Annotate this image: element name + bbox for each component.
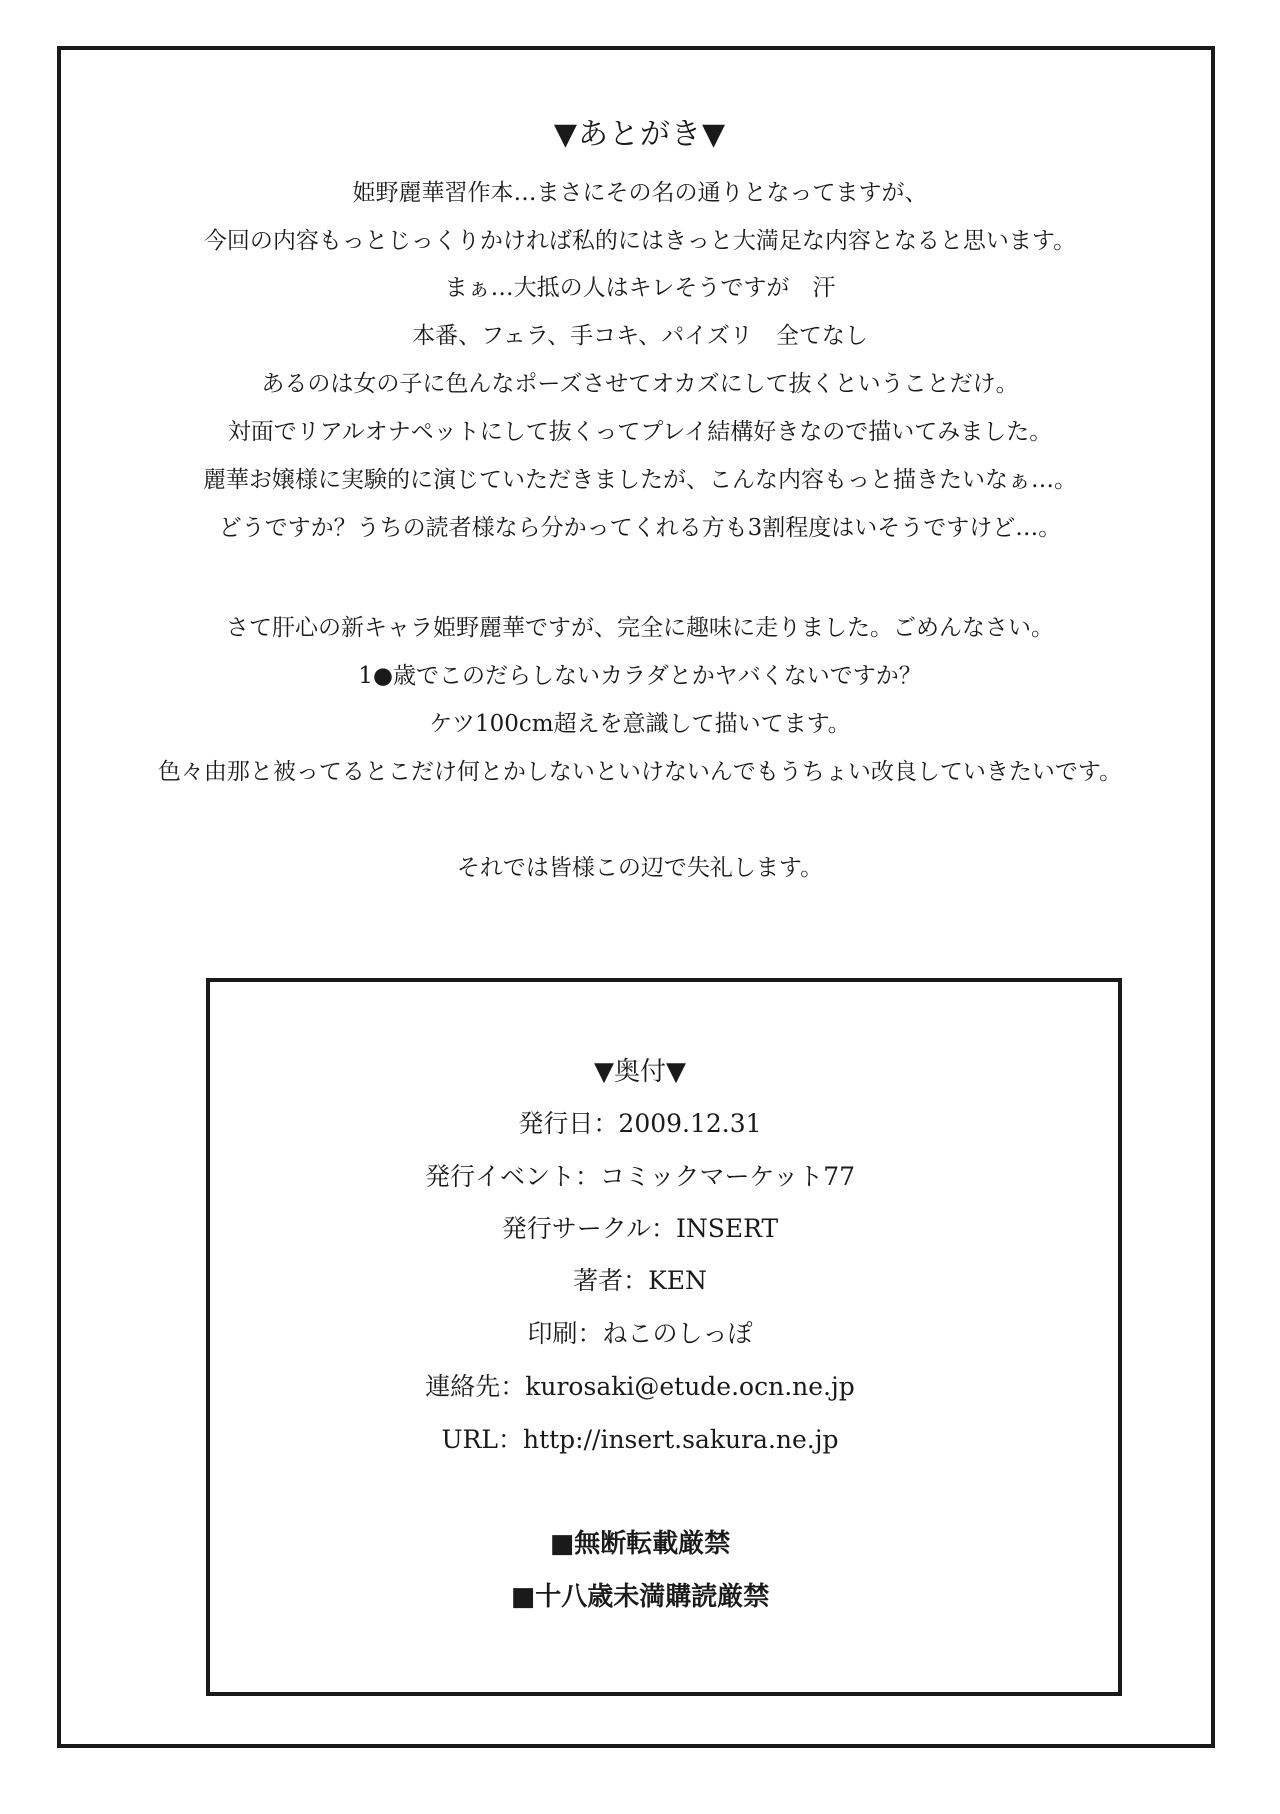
notice-no-reprint: ■無断転載厳禁 [549, 1529, 731, 1559]
afterword-line: 姫野麗華習作本…まさにその名の通りとなってますが、 [352, 180, 928, 206]
afterword-line: ケツ100cm超えを意識して描いてます。 [429, 711, 851, 737]
colophon-author: 著者：KEN [573, 1266, 707, 1295]
colophon-url: URL：http://insert.sakura.ne.jp [441, 1425, 839, 1454]
colophon-circle: 発行サークル：INSERT [501, 1214, 779, 1243]
afterword-line: どうですか？うちの読者様なら分かってくれる方も3割程度はいそうですけど…。 [218, 515, 1062, 541]
colophon-title: ▼奥付▼ [594, 1057, 686, 1087]
afterword-closing: それでは皆様この辺で失礼します。 [456, 855, 824, 881]
afterword-title: ▼あとがき▼ [553, 117, 727, 152]
afterword-line: まぁ…大抵の人はキレそうですが 汗 [444, 275, 836, 301]
afterword-line: 今回の内容もっとじっくりかければ私的にはきっと大満足な内容となると思います。 [203, 228, 1077, 254]
colophon-date: 発行日：2009.12.31 [518, 1109, 762, 1138]
afterword-line: あるのは女の子に色んなポーズさせてオカズにして抜くということだけ。 [261, 371, 1019, 397]
afterword-line: 麗華お嬢様に実験的に演じていただきましたが、こんな内容もっと描きたいなぁ…。 [203, 467, 1077, 493]
afterword-line: 色々由那と被ってるとこだけ何とかしないといけないんでもうちょい改良していきたいです。 [157, 759, 1123, 785]
afterword-line: さて肝心の新キャラ姫野麗華ですが、完全に趣味に走りました。ごめんなさい。 [226, 615, 1054, 641]
colophon-event: 発行イベント：コミックマーケット77 [424, 1162, 856, 1191]
colophon-printer: 印刷：ねこのしっぽ [527, 1319, 753, 1348]
colophon-contact: 連絡先：kurosaki@etude.ocn.ne.jp [425, 1372, 855, 1401]
notice-age-restriction: ■十八歳未満購読厳禁 [510, 1582, 770, 1612]
afterword-line: 1●歳でこのだらしないカラダとかヤバくないですか？ [358, 663, 922, 689]
afterword-line: 本番、フェラ、手コキ、パイズリ 全てなし [412, 323, 868, 349]
afterword-line: 対面でリアルオナペットにして抜くってプレイ結構好きなので描いてみました。 [227, 419, 1053, 445]
